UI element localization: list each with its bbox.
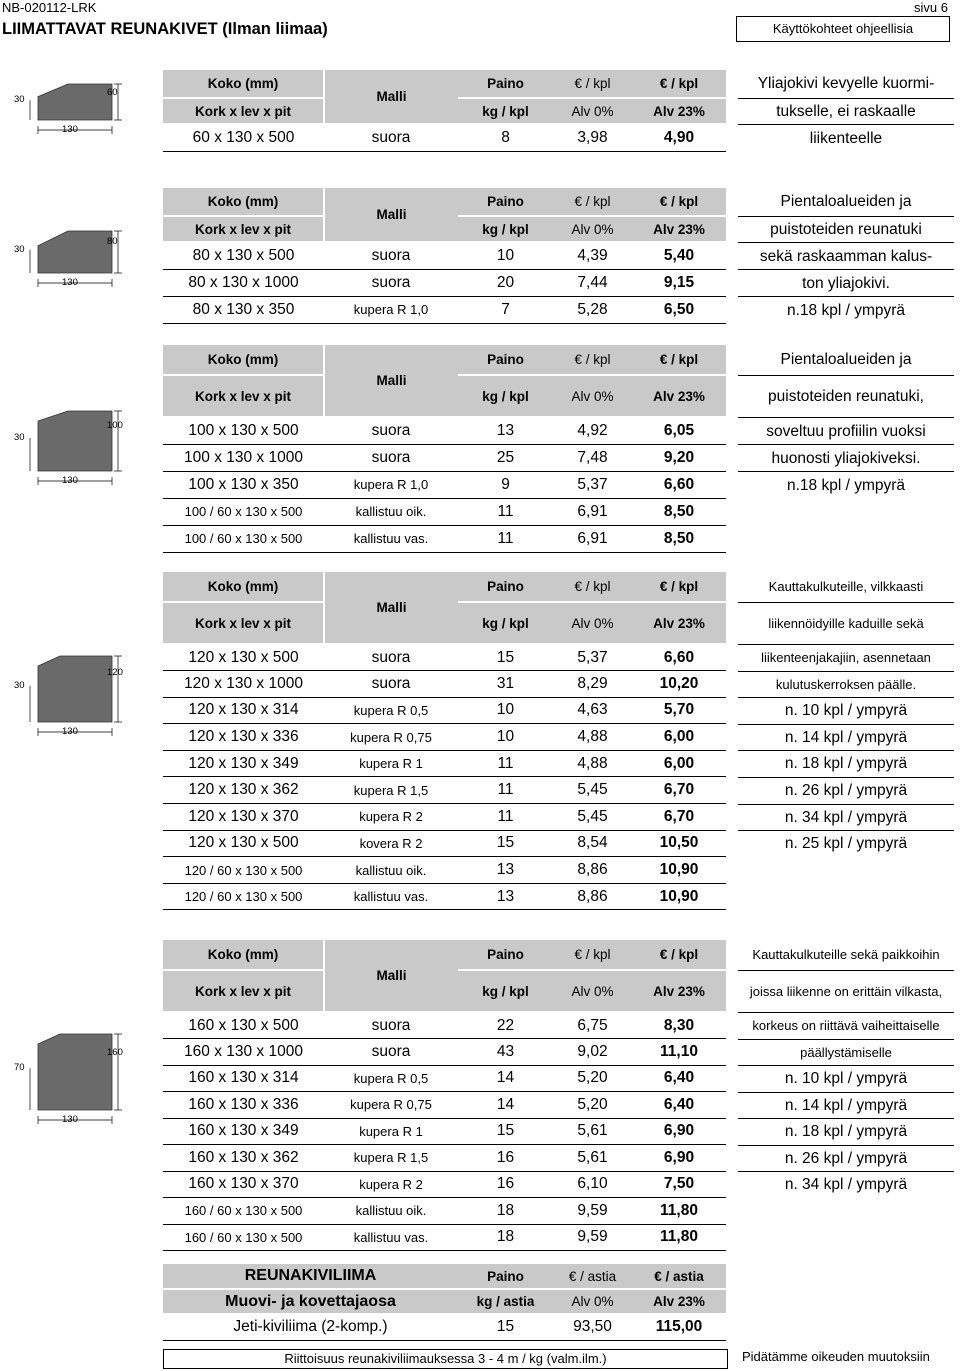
weight-cell: 22	[458, 1012, 553, 1039]
size-cell: 160 x 130 x 336	[163, 1092, 324, 1119]
usage-description	[738, 940, 954, 1193]
model-cell: suora	[324, 444, 458, 471]
description-line: liikennöidyille kaduille sekä	[738, 602, 954, 645]
description-line: joissa liikenne on erittäin vilkasta,	[738, 970, 954, 1013]
model-cell: kallistuu oik.	[324, 1198, 458, 1225]
description-line: n. 14 kpl / ympyrä	[738, 724, 954, 752]
adhesive-weight-unit: kg / astia	[458, 1289, 553, 1314]
description-line: kulutuskerroksen päälle.	[738, 671, 954, 699]
model-cell: kupera R 1,5	[324, 777, 458, 804]
weight-header: Paino	[458, 572, 553, 602]
size-header: Koko (mm)	[163, 345, 324, 375]
price-cell: 7,44	[553, 269, 632, 296]
model-cell: kupera R 1	[324, 1118, 458, 1145]
curb-profile-shape	[38, 411, 112, 471]
model-cell: kallistuu vas.	[324, 883, 458, 910]
adhesive-weight-header: Paino	[458, 1264, 553, 1289]
size-cell: 160 x 130 x 370	[163, 1171, 324, 1198]
curb-profile-shape	[38, 231, 112, 273]
price-subheader: Alv 0%	[553, 216, 632, 242]
table-row	[163, 830, 726, 857]
product-table	[163, 70, 726, 152]
weight-header: Paino	[458, 940, 553, 970]
weight-cell: 9	[458, 471, 553, 498]
model-cell: kupera R 0,75	[324, 1092, 458, 1119]
dimension-height-label: 30	[14, 432, 25, 443]
model-cell: kupera R 0,5	[324, 1065, 458, 1092]
model-cell: suora	[324, 1039, 458, 1066]
price-vat-header: € / kpl	[632, 572, 726, 602]
table-row	[163, 1092, 726, 1119]
price-vat-subheader: Alv 23%	[632, 602, 726, 644]
table-row	[163, 417, 726, 444]
description-line: Kauttakulkuteille sekä paikkoihin	[752, 947, 940, 962]
size-cell: 160 / 60 x 130 x 500	[163, 1224, 324, 1251]
description-line: Yliajokivi kevyelle kuormi-	[757, 75, 935, 92]
size-cell: 120 x 130 x 362	[163, 777, 324, 804]
price-vat-cell: 11,10	[632, 1039, 726, 1066]
size-cell: 100 x 130 x 500	[163, 417, 324, 444]
description-line: korkeus on riittävä vaiheittaiselle	[738, 1012, 954, 1040]
price-vat-cell: 10,20	[632, 671, 726, 698]
price-cell: 5,37	[553, 644, 632, 671]
table-row	[163, 804, 726, 831]
weight-cell: 18	[458, 1224, 553, 1251]
weight-cell: 13	[458, 857, 553, 884]
dimension-width-label: 130	[62, 726, 78, 737]
description-line: n. 34 kpl / ympyrä	[738, 804, 954, 832]
size-header: Koko (mm)	[163, 70, 324, 98]
table-row	[163, 124, 726, 151]
price-vat-cell: 6,70	[632, 777, 726, 804]
description-line: tukselle, ei raskaalle	[738, 98, 954, 125]
price-cell: 5,20	[553, 1065, 632, 1092]
weight-cell: 31	[458, 671, 553, 698]
weight-cell: 11	[458, 750, 553, 777]
model-cell: suora	[324, 124, 458, 151]
price-cell: 5,61	[553, 1118, 632, 1145]
price-header: € / kpl	[553, 572, 632, 602]
curb-profile-drawing	[10, 405, 135, 491]
price-vat-header: € / kpl	[632, 940, 726, 970]
description-line: n. 18 kpl / ympyrä	[738, 1118, 954, 1146]
description-line: liikenteelle	[738, 124, 954, 152]
table-row	[163, 671, 726, 698]
price-cell: 8,54	[553, 830, 632, 857]
usage-description	[738, 345, 954, 494]
curb-profile-drawing	[10, 78, 135, 140]
adhesive-table	[163, 1264, 726, 1341]
price-vat-cell: 9,15	[632, 269, 726, 296]
weight-cell: 11	[458, 804, 553, 831]
description-line: n. 10 kpl / ympyrä	[738, 1065, 954, 1093]
description-line: n. 18 kpl / ympyrä	[738, 750, 954, 778]
dimension-width-label: 130	[62, 475, 78, 486]
price-cell: 6,75	[553, 1012, 632, 1039]
usage-note: Käyttökohteet ohjeellisia	[736, 16, 950, 42]
curb-profile-shape	[38, 84, 112, 120]
description-line: n. 14 kpl / ympyrä	[738, 1092, 954, 1120]
weight-cell: 11	[458, 498, 553, 525]
table-row	[163, 296, 726, 323]
size-cell: 120 x 130 x 314	[163, 697, 324, 724]
price-cell: 5,45	[553, 777, 632, 804]
model-cell: kupera R 1,0	[324, 471, 458, 498]
size-cell: 100 / 60 x 130 x 500	[163, 525, 324, 552]
size-subheader: Kork x lev x pit	[163, 216, 324, 242]
page-title: LIIMATTAVAT REUNAKIVET (Ilman liimaa)	[2, 20, 328, 38]
price-cell: 9,59	[553, 1224, 632, 1251]
weight-cell: 14	[458, 1092, 553, 1119]
size-cell: 120 x 130 x 1000	[163, 671, 324, 698]
weight-cell: 14	[458, 1065, 553, 1092]
weight-cell: 11	[458, 525, 553, 552]
weight-cell: 10	[458, 724, 553, 751]
description-line: Pientaloalueiden ja	[780, 193, 912, 210]
price-vat-cell: 6,00	[632, 724, 726, 751]
size-cell: 100 / 60 x 130 x 500	[163, 498, 324, 525]
weight-cell: 7	[458, 296, 553, 323]
size-cell: 160 x 130 x 314	[163, 1065, 324, 1092]
size-subheader: Kork x lev x pit	[163, 970, 324, 1012]
size-cell: 120 x 130 x 336	[163, 724, 324, 751]
size-subheader: Kork x lev x pit	[163, 98, 324, 124]
price-vat-cell: 6,60	[632, 644, 726, 671]
dimension-top-label: 120	[107, 666, 123, 678]
coverage-note: Riittoisuus reunakiviliimauksessa 3 - 4 m / kg (valm.ilm.)	[163, 1349, 728, 1369]
description-line: n. 26 kpl / ympyrä	[738, 1145, 954, 1173]
dimension-width-label: 130	[62, 277, 78, 288]
document-id: NB-020112-LRK	[2, 0, 97, 15]
table-row	[163, 883, 726, 910]
price-vat-cell: 4,90	[632, 124, 726, 151]
description-line: liikenteenjakajiin, asennetaan	[738, 644, 954, 672]
dimension-height-label: 70	[14, 1062, 25, 1074]
size-cell: 160 x 130 x 1000	[163, 1039, 324, 1066]
rights-reserved-note: Pidätämme oikeuden muutoksiin	[742, 1349, 930, 1364]
model-cell: kupera R 2	[324, 804, 458, 831]
price-vat-cell: 10,90	[632, 857, 726, 884]
table-row	[163, 724, 726, 751]
table-row	[163, 498, 726, 525]
size-cell: 120 / 60 x 130 x 500	[163, 857, 324, 884]
description-line: n.18 kpl / ympyrä	[738, 471, 954, 499]
price-subheader: Alv 0%	[553, 970, 632, 1012]
weight-cell: 25	[458, 444, 553, 471]
curb-profile-drawing	[10, 1028, 135, 1130]
weight-subheader: kg / kpl	[458, 375, 553, 417]
price-cell: 8,86	[553, 857, 632, 884]
price-cell: 9,02	[553, 1039, 632, 1066]
price-cell: 3,98	[553, 124, 632, 151]
price-vat-cell: 6,40	[632, 1065, 726, 1092]
weight-cell: 10	[458, 242, 553, 269]
price-cell: 8,86	[553, 883, 632, 910]
price-vat-cell: 7,50	[632, 1171, 726, 1198]
price-subheader: Alv 0%	[553, 98, 632, 124]
dimension-height-label: 30	[14, 94, 25, 106]
price-vat-subheader: Alv 23%	[632, 375, 726, 417]
price-vat-cell: 6,90	[632, 1118, 726, 1145]
adhesive-price-vat-unit: Alv 23%	[632, 1289, 726, 1314]
price-vat-cell: 11,80	[632, 1198, 726, 1225]
table-row	[163, 1224, 726, 1251]
model-cell: kupera R 0,75	[324, 724, 458, 751]
price-vat-cell: 11,80	[632, 1224, 726, 1251]
product-table	[163, 940, 726, 1251]
price-vat-cell: 6,00	[632, 750, 726, 777]
price-cell: 5,28	[553, 296, 632, 323]
price-header: € / kpl	[553, 940, 632, 970]
weight-cell: 13	[458, 417, 553, 444]
table-row	[163, 697, 726, 724]
price-cell: 9,59	[553, 1198, 632, 1225]
price-vat-cell: 8,30	[632, 1012, 726, 1039]
model-cell: kallistuu oik.	[324, 498, 458, 525]
price-vat-subheader: Alv 23%	[632, 98, 726, 124]
size-cell: 160 x 130 x 362	[163, 1145, 324, 1172]
description-line: Kauttakulkuteille, vilkkaasti	[768, 579, 924, 594]
price-vat-cell: 6,90	[632, 1145, 726, 1172]
price-vat-cell: 6,05	[632, 417, 726, 444]
price-vat-cell: 5,70	[632, 697, 726, 724]
adhesive-price-header: € / astia	[553, 1264, 632, 1289]
table-row	[163, 1118, 726, 1145]
weight-cell: 8	[458, 124, 553, 151]
description-line: päällystämiselle	[738, 1039, 954, 1067]
price-header: € / kpl	[553, 188, 632, 216]
model-header: Malli	[324, 70, 458, 124]
model-cell: kupera R 2	[324, 1171, 458, 1198]
weight-subheader: kg / kpl	[458, 602, 553, 644]
description-line: puistoteiden reunatuki,	[738, 375, 954, 418]
description-line: puistoteiden reunatuki	[738, 216, 954, 243]
price-cell: 4,63	[553, 697, 632, 724]
size-header: Koko (mm)	[163, 188, 324, 216]
table-row	[163, 471, 726, 498]
price-cell: 5,20	[553, 1092, 632, 1119]
price-vat-cell: 6,40	[632, 1092, 726, 1119]
weight-cell: 10	[458, 697, 553, 724]
price-vat-cell: 10,50	[632, 830, 726, 857]
price-subheader: Alv 0%	[553, 602, 632, 644]
price-vat-header: € / kpl	[632, 188, 726, 216]
weight-subheader: kg / kpl	[458, 970, 553, 1012]
curb-profile-shape	[38, 656, 112, 722]
price-cell: 4,92	[553, 417, 632, 444]
curb-profile-drawing	[10, 650, 135, 742]
price-cell: 4,88	[553, 724, 632, 751]
table-row	[163, 1039, 726, 1066]
usage-description	[738, 188, 954, 319]
description-line: n.18 kpl / ympyrä	[738, 296, 954, 324]
weight-cell: 13	[458, 883, 553, 910]
dimension-width-label: 130	[62, 1114, 78, 1125]
price-vat-cell: 6,60	[632, 471, 726, 498]
adhesive-title: REUNAKIVILIIMA	[163, 1264, 458, 1289]
description-line: n. 25 kpl / ympyrä	[738, 830, 954, 858]
model-cell: suora	[324, 671, 458, 698]
table-row	[163, 644, 726, 671]
description-line: Pientaloalueiden ja	[780, 351, 912, 368]
price-cell: 5,45	[553, 804, 632, 831]
description-line: ton yliajokivi.	[738, 269, 954, 297]
product-table	[163, 345, 726, 553]
dimension-height-label: 30	[14, 243, 25, 255]
model-cell: kupera R 1,5	[324, 1145, 458, 1172]
model-cell: kupera R 1	[324, 750, 458, 777]
model-cell: suora	[324, 269, 458, 296]
weight-cell: 20	[458, 269, 553, 296]
weight-cell: 18	[458, 1198, 553, 1225]
price-cell: 8,29	[553, 671, 632, 698]
price-cell: 4,88	[553, 750, 632, 777]
dimension-top-label: 100	[107, 420, 123, 431]
model-cell: kupera R 0,5	[324, 697, 458, 724]
price-vat-header: € / kpl	[632, 70, 726, 98]
model-cell: kovera R 2	[324, 830, 458, 857]
price-header: € / kpl	[553, 345, 632, 375]
size-subheader: Kork x lev x pit	[163, 602, 324, 644]
model-cell: kallistuu oik.	[324, 857, 458, 884]
adhesive-product-weight: 15	[458, 1314, 553, 1340]
table-row	[163, 1171, 726, 1198]
model-cell: kallistuu vas.	[324, 1224, 458, 1251]
price-cell: 4,39	[553, 242, 632, 269]
weight-cell: 16	[458, 1171, 553, 1198]
table-row	[163, 242, 726, 269]
dimension-top-label: 60	[107, 87, 118, 98]
weight-cell: 15	[458, 830, 553, 857]
dimension-height-label: 30	[14, 679, 25, 691]
price-header: € / kpl	[553, 70, 632, 98]
adhesive-product-price-vat: 115,00	[632, 1314, 726, 1340]
table-row	[163, 857, 726, 884]
price-vat-cell: 6,70	[632, 804, 726, 831]
size-cell: 100 x 130 x 350	[163, 471, 324, 498]
table-row	[163, 1012, 726, 1039]
product-table	[163, 188, 726, 324]
description-line: sekä raskaamman kalus-	[738, 242, 954, 270]
page-number: sivu 6	[914, 0, 948, 15]
price-vat-cell: 8,50	[632, 525, 726, 552]
weight-cell: 15	[458, 1118, 553, 1145]
weight-subheader: kg / kpl	[458, 216, 553, 242]
model-cell: kupera R 1,0	[324, 296, 458, 323]
table-row	[163, 777, 726, 804]
size-cell: 160 x 130 x 500	[163, 1012, 324, 1039]
weight-cell: 16	[458, 1145, 553, 1172]
model-header: Malli	[324, 188, 458, 242]
curb-profile-drawing	[10, 225, 135, 293]
weight-cell: 15	[458, 644, 553, 671]
adhesive-product-name: Jeti-kiviliima (2-komp.)	[163, 1314, 458, 1340]
weight-header: Paino	[458, 70, 553, 98]
weight-header: Paino	[458, 188, 553, 216]
price-vat-cell: 9,20	[632, 444, 726, 471]
description-line: n. 26 kpl / ympyrä	[738, 777, 954, 805]
curb-profile-shape	[38, 1034, 112, 1110]
price-cell: 6,91	[553, 498, 632, 525]
price-cell: 5,61	[553, 1145, 632, 1172]
table-row	[163, 525, 726, 552]
model-cell: suora	[324, 1012, 458, 1039]
size-cell: 100 x 130 x 1000	[163, 444, 324, 471]
dimension-width-label: 130	[62, 124, 78, 135]
dimension-top-label: 80	[107, 235, 118, 247]
weight-cell: 11	[458, 777, 553, 804]
size-cell: 120 x 130 x 500	[163, 830, 324, 857]
size-header: Koko (mm)	[163, 940, 324, 970]
table-row	[163, 1065, 726, 1092]
price-vat-cell: 8,50	[632, 498, 726, 525]
price-vat-cell: 6,50	[632, 296, 726, 323]
model-header: Malli	[324, 345, 458, 417]
usage-description	[738, 572, 954, 853]
table-row	[163, 1198, 726, 1225]
model-header: Malli	[324, 572, 458, 644]
price-vat-header: € / kpl	[632, 345, 726, 375]
size-header: Koko (mm)	[163, 572, 324, 602]
price-cell: 7,48	[553, 444, 632, 471]
description-line: n. 34 kpl / ympyrä	[738, 1171, 954, 1199]
product-table	[163, 572, 726, 910]
size-subheader: Kork x lev x pit	[163, 375, 324, 417]
size-cell: 160 x 130 x 349	[163, 1118, 324, 1145]
price-cell: 5,37	[553, 471, 632, 498]
price-cell: 6,10	[553, 1171, 632, 1198]
weight-subheader: kg / kpl	[458, 98, 553, 124]
table-row	[163, 444, 726, 471]
adhesive-price-unit: Alv 0%	[553, 1289, 632, 1314]
description-line: huonosti yliajokiveksi.	[738, 444, 954, 472]
table-row	[163, 1145, 726, 1172]
price-vat-subheader: Alv 23%	[632, 216, 726, 242]
model-header: Malli	[324, 940, 458, 1012]
description-line: n. 10 kpl / ympyrä	[738, 697, 954, 725]
price-vat-subheader: Alv 23%	[632, 970, 726, 1012]
adhesive-product-price: 93,50	[553, 1314, 632, 1340]
table-row	[163, 269, 726, 296]
weight-cell: 43	[458, 1039, 553, 1066]
model-cell: suora	[324, 417, 458, 444]
price-vat-cell: 5,40	[632, 242, 726, 269]
price-subheader: Alv 0%	[553, 375, 632, 417]
table-row	[163, 750, 726, 777]
model-cell: suora	[324, 242, 458, 269]
size-cell: 60 x 130 x 500	[163, 124, 324, 151]
size-cell: 120 x 130 x 349	[163, 750, 324, 777]
price-cell: 6,91	[553, 525, 632, 552]
adhesive-subtitle: Muovi- ja kovettajaosa	[163, 1289, 458, 1314]
model-cell: suora	[324, 644, 458, 671]
size-cell: 80 x 130 x 350	[163, 296, 324, 323]
dimension-top-label: 160	[107, 1047, 123, 1058]
size-cell: 80 x 130 x 1000	[163, 269, 324, 296]
price-vat-cell: 10,90	[632, 883, 726, 910]
adhesive-price-vat-header: € / astia	[632, 1264, 726, 1289]
weight-header: Paino	[458, 345, 553, 375]
model-cell: kallistuu vas.	[324, 525, 458, 552]
size-cell: 120 x 130 x 500	[163, 644, 324, 671]
size-cell: 160 / 60 x 130 x 500	[163, 1198, 324, 1225]
description-line: soveltuu profiilin vuoksi	[738, 417, 954, 445]
size-cell: 120 / 60 x 130 x 500	[163, 883, 324, 910]
size-cell: 120 x 130 x 370	[163, 804, 324, 831]
usage-description	[738, 70, 954, 147]
size-cell: 80 x 130 x 500	[163, 242, 324, 269]
